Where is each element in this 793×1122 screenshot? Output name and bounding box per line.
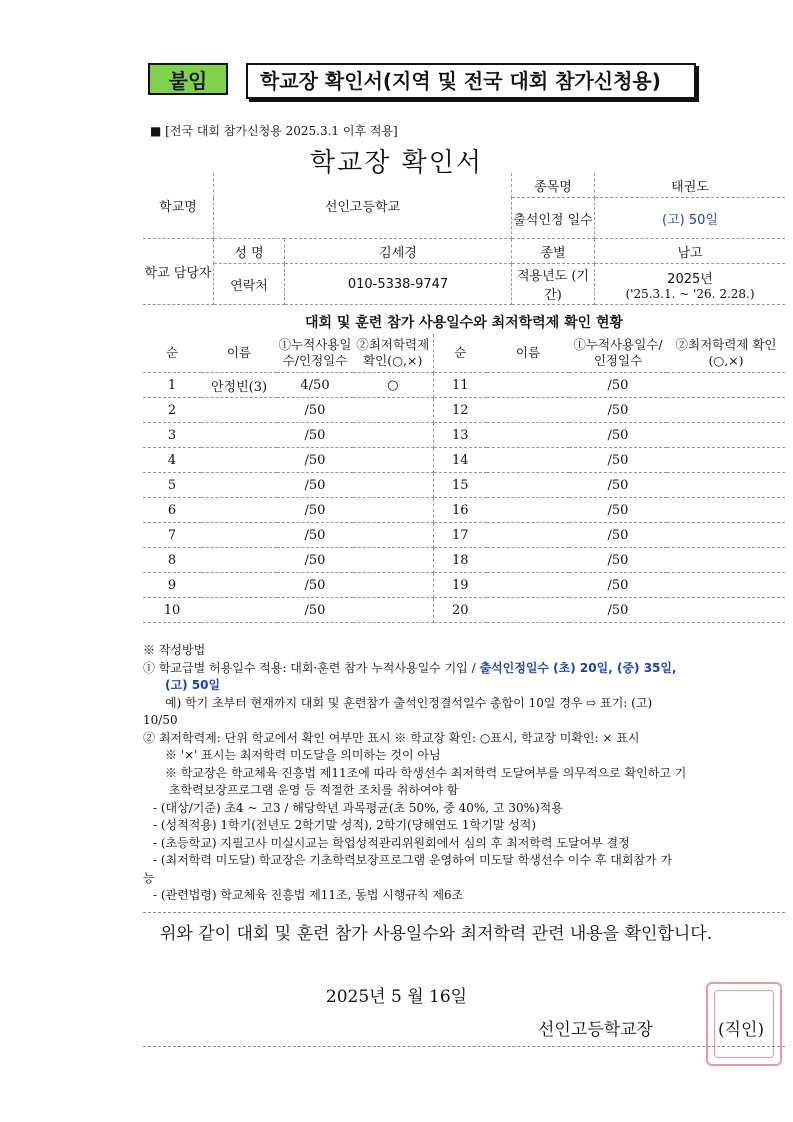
guide-item-1-days-2 (143, 677, 793, 695)
row-days: /50 (569, 398, 667, 423)
row-days: /50 (277, 423, 353, 448)
row-name (201, 548, 277, 573)
year-cell (595, 264, 786, 305)
name-value: 김세경 (285, 239, 512, 264)
row-confirm (667, 598, 785, 623)
guide-item-1 (143, 660, 793, 678)
col-days-right: ①누적사용일수/인정일수 (569, 334, 667, 373)
col-no: 순 (143, 334, 201, 373)
row-no: 18 (433, 548, 487, 573)
row-days: /50 (569, 548, 667, 573)
row-name (201, 573, 277, 598)
row-days: /50 (569, 598, 667, 623)
row-name (487, 523, 569, 548)
participation-table (143, 334, 785, 623)
row-confirm (667, 398, 785, 423)
row-confirm (353, 398, 433, 423)
row-no: 20 (433, 598, 487, 623)
row-name (201, 523, 277, 548)
table-row (143, 548, 785, 573)
row-confirm (667, 523, 785, 548)
table-row (143, 598, 785, 623)
guide-example: 예) 학기 초부터 현재까지 대회 및 훈련참가 출석인정결석일수 총합이 10일 경우 ⇨ 표기: (고) (165, 695, 653, 710)
row-no: 7 (143, 523, 201, 548)
row-no: 12 (433, 398, 487, 423)
row-days: /50 (277, 448, 353, 473)
table-row (143, 373, 785, 398)
table-row (143, 448, 785, 473)
sport-value: 태권도 (595, 173, 786, 198)
year-value: 2025년 (667, 271, 713, 287)
attend-value: (고) 50일 (595, 198, 786, 239)
page-title: 학교장 확인서 (310, 148, 483, 178)
school-value: 선인고등학교 (214, 173, 512, 239)
row-confirm (353, 448, 433, 473)
guide-item-1-days: 출석인정일수 (초) 20일, (중) 35일, (479, 660, 677, 675)
period-value: ('25.3.1. ~ '26. 2.28.) (625, 286, 755, 301)
row-no: 1 (143, 373, 201, 398)
row-confirm (353, 573, 433, 598)
row-name (201, 423, 277, 448)
row-name (201, 498, 277, 523)
row-no: 3 (143, 423, 201, 448)
col-confirm-right: ②최저학력제 확인(○,×) (667, 334, 785, 373)
row-no: 17 (433, 523, 487, 548)
status-title: 대회 및 훈련 참가 사용일수와 최저학력제 확인 현황 (304, 315, 624, 331)
name-label: 성 명 (214, 239, 285, 264)
guide-item-2b-cont: 초학력보장프로그램 운영 등 적절한 조치를 취하여야 함 (169, 783, 459, 797)
confirmation-text: 위와 같이 대회 및 훈련 참가 사용일수와 최저학력 관련 내용을 확인합니다. (160, 924, 713, 944)
col-confirm: ②최저학력제 확인(○,×) (353, 334, 433, 373)
guide-example-2: 10/50 (143, 713, 178, 727)
row-no: 5 (143, 473, 201, 498)
table-row (143, 473, 785, 498)
school-info-table (143, 173, 785, 305)
guide-item-2b: ※ 학교장은 학교체육 진흥법 제11조에 따라 학생선수 최저학력 도달여부를 의무적으로 확인하고 기 (165, 765, 687, 780)
row-confirm (667, 498, 785, 523)
row-confirm (353, 548, 433, 573)
row-confirm (353, 473, 433, 498)
document-heading: 학교장 확인서(지역 및 전국 대회 참가신청용) (246, 63, 696, 99)
row-no: 9 (143, 573, 201, 598)
guide-detail-4: - (최저학력 미도달) 학교장은 기초학력보장프로그램 운영하여 미도달 학생선수 이수 후 대회참가 가 (153, 853, 673, 867)
bottom-divider (143, 1046, 785, 1047)
row-name: 안정빈(3) (201, 373, 277, 398)
row-days: /50 (569, 448, 667, 473)
row-name (487, 598, 569, 623)
guide-detail-1: - (대상/기준) 초4 ~ 고3 / 해당학년 과목평균(초 50%, 중 40%, 고 30%)적용 (153, 800, 563, 815)
guide-detail-4-cont: 능 (143, 870, 155, 885)
row-name (487, 573, 569, 598)
row-days: /50 (277, 498, 353, 523)
row-no: 4 (143, 448, 201, 473)
row-days: /50 (277, 573, 353, 598)
row-confirm (353, 523, 433, 548)
row-confirm (667, 548, 785, 573)
contact-label: 연락처 (214, 264, 285, 305)
row-days: /50 (277, 598, 353, 623)
table-row (143, 423, 785, 448)
row-confirm (667, 423, 785, 448)
row-confirm (667, 573, 785, 598)
row-no: 10 (143, 598, 201, 623)
divider (143, 912, 785, 913)
row-name (487, 423, 569, 448)
row-confirm (667, 448, 785, 473)
attachment-tag: 붙임 (148, 63, 228, 95)
guide-detail-5: - (관련법령) 학교체육 진흥법 제11조, 동법 시행규칙 제6조 (153, 888, 464, 902)
guide-item-2a: ※ '×' 표시는 최저학력 미도달을 의미하는 것이 아님 (165, 748, 441, 762)
row-name (487, 448, 569, 473)
row-name (487, 373, 569, 398)
row-name (201, 598, 277, 623)
row-no: 8 (143, 548, 201, 573)
row-confirm (667, 373, 785, 398)
col-days: ①누적사용일수/인정일수 (277, 334, 353, 373)
row-days: /50 (569, 523, 667, 548)
issue-date: 2025년 5 월 16일 (325, 987, 468, 1007)
row-no: 13 (433, 423, 487, 448)
guide-detail-3: - (초등학교) 지필고사 미실시교는 학업성적관리위원회에서 심의 후 최저학력 도달여부 결정 (153, 835, 630, 850)
row-name (487, 473, 569, 498)
table-row (143, 573, 785, 598)
row-name (201, 398, 277, 423)
row-name (201, 448, 277, 473)
row-days: 4/50 (277, 373, 353, 398)
row-days: /50 (277, 398, 353, 423)
row-no: 2 (143, 398, 201, 423)
sport-label: 종목명 (512, 173, 595, 198)
row-no: 11 (433, 373, 487, 398)
type-value: 남고 (595, 239, 786, 264)
col-name-right: 이름 (487, 334, 569, 373)
row-no: 19 (433, 573, 487, 598)
contact-value: 010-5338-9747 (285, 264, 512, 305)
seal-label: (직인) (718, 1020, 765, 1040)
col-name: 이름 (201, 334, 277, 373)
attend-label: 출석인정 일수 (512, 198, 595, 239)
row-days: /50 (569, 573, 667, 598)
row-days: /50 (569, 373, 667, 398)
row-name (487, 398, 569, 423)
row-confirm (667, 473, 785, 498)
row-no: 16 (433, 498, 487, 523)
row-confirm (353, 423, 433, 448)
row-days: /50 (277, 523, 353, 548)
row-no: 6 (143, 498, 201, 523)
table-row (143, 523, 785, 548)
guide-item-1-text: ① 학교급별 허용일수 적용: 대회·훈련 참가 누적사용일수 기입 / (143, 660, 480, 675)
row-days: /50 (277, 548, 353, 573)
row-no: 14 (433, 448, 487, 473)
table-row (143, 398, 785, 423)
col-no-right: 순 (433, 334, 487, 373)
row-days: /50 (569, 473, 667, 498)
table-header-row (143, 334, 785, 373)
manager-label: 학교 담당자 (143, 239, 214, 305)
applicability-note: ■ [전국 대회 참가신청용 2025.3.1 이후 적용] (150, 124, 398, 138)
type-label: 종별 (512, 239, 595, 264)
year-label: 적용년도 (기간) (512, 264, 595, 305)
row-name (201, 473, 277, 498)
row-name (487, 498, 569, 523)
row-confirm (353, 598, 433, 623)
guide-item-2: ② 최저학력제: 단위 학교에서 확인 여부만 표시 ※ 학교장 확인: ○표시, 학교장 미확인: × 표시 (143, 730, 640, 745)
row-days: /50 (569, 423, 667, 448)
school-label: 학교명 (143, 173, 214, 239)
row-days: /50 (569, 498, 667, 523)
row-confirm: ○ (353, 373, 433, 398)
guide-detail-2: - (성적적용) 1학기(전년도 2학기말 성적), 2학기(당해연도 1학기말 성적) (153, 818, 537, 832)
row-no: 15 (433, 473, 487, 498)
row-days: /50 (277, 473, 353, 498)
table-row (143, 498, 785, 523)
guide-item-1-high: (고) 50일 (165, 678, 221, 692)
signer: 선인고등학교장 (538, 1020, 653, 1040)
guide-heading: ※ 작성방법 (143, 643, 206, 657)
row-name (487, 548, 569, 573)
row-confirm (353, 498, 433, 523)
writing-guide (143, 642, 793, 905)
